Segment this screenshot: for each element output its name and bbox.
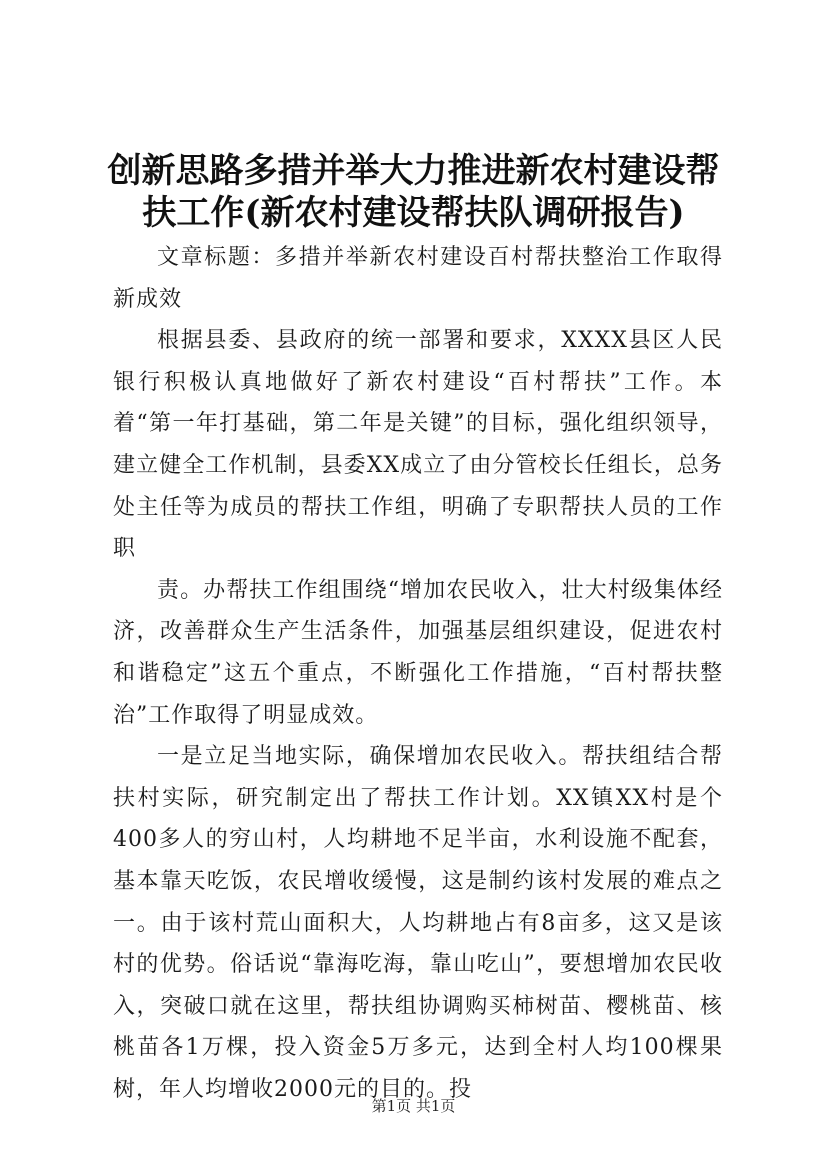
paragraph-intro: 根据县委、县政府的统一部署和要求，XXXX县区人民银行积极认真地做好了新农村建设“百村帮扶”工作。本着“第一年打基础，第二年是关键”的目标，强化组织领导，建立健全工作机制，县委XX成立了由分管校长任组长，总务处主任等为成员的帮扶工作组，明确了专职帮扶人员的工作职 xyxy=(113,328,723,562)
document-body xyxy=(113,237,723,1110)
page-number-footer: 第1页 共1页 xyxy=(371,1097,456,1115)
document-title: 创新思路多措并举大力推进新农村建设帮扶工作(新农村建设帮扶队调研报告) xyxy=(107,151,720,233)
paragraph-article-title: 文章标题：多措并举新农村建设百村帮扶整治工作取得新成效 xyxy=(113,245,723,312)
paragraph-point-one: 一是立足当地实际，确保增加农民收入。帮扶组结合帮扶村实际，研究制定出了帮扶工作计划。XX镇XX村是个400多人的穷山村，人均耕地不足半亩，水利设施不配套，基本靠天吃饭，农民增收缓慢，这是制约该村发展的难点之一。由于该村荒山面积大，人均耕地占有8亩多，这又是该村的优势。俗话说“靠海吃海，靠山吃山”，要想增加农民收入，突破口就在这里，帮扶组协调购买柿树苗、樱桃苗、核桃苗各1万棵，投入资金5万多元，达到全村人均100棵果树，年人均增收2000元的目的。投 xyxy=(113,744,723,1102)
paragraph-results: 责。办帮扶工作组围绕“增加农民收入，壮大村级集体经济，改善群众生产生活条件，加强基层组织建设，促进农村和谐稳定”这五个重点，不断强化工作措施，“百村帮扶整治”工作取得了明显成效。 xyxy=(113,577,723,728)
